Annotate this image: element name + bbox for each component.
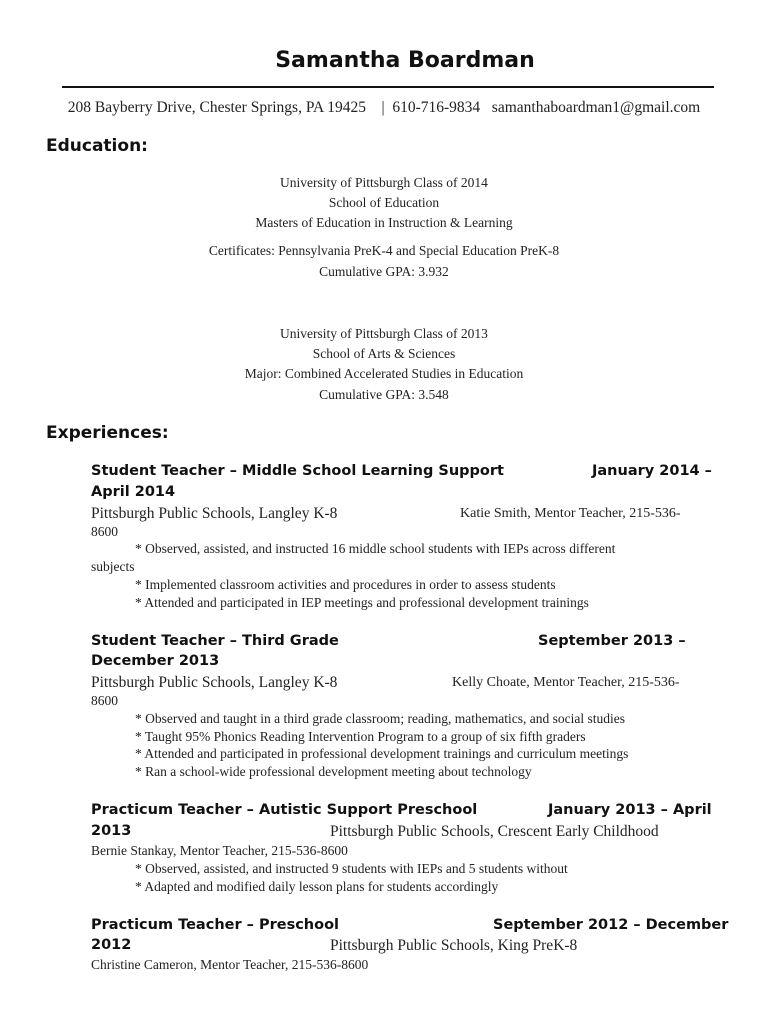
education-heading: Education: bbox=[46, 136, 148, 156]
job3-date: January 2013 – April bbox=[548, 802, 712, 818]
job2-mentor-cont: 8600 bbox=[91, 693, 118, 708]
edu1-school: University of Pittsburgh Class of 2014 bbox=[280, 175, 488, 190]
job2-bullet-4: * Ran a school-wide professional development meeting about technology bbox=[135, 764, 532, 779]
header-divider bbox=[62, 86, 714, 88]
job2-mentor: Kelly Choate, Mentor Teacher, 215-536- bbox=[452, 675, 680, 690]
job4-org: Pittsburgh Public Schools, King PreK-8 bbox=[330, 937, 578, 954]
job3-org: Pittsburgh Public Schools, Crescent Early Childhood bbox=[330, 823, 659, 840]
edu1-degree: Masters of Education in Instruction & Learning bbox=[255, 215, 513, 230]
edu1-certificates: Certificates: Pennsylvania PreK-4 and Special Education PreK-8 bbox=[208, 243, 560, 258]
edu2-major: Major: Combined Accelerated Studies in Education bbox=[244, 366, 524, 381]
job2-date-cont: December 2013 bbox=[91, 653, 220, 669]
contact-line: 208 Bayberry Drive, Chester Springs, PA 19425 | 610-716-9834 samanthaboardman1@gmail.com bbox=[67, 99, 701, 116]
job2-title: Student Teacher – Third Grade bbox=[91, 633, 339, 649]
job2-bullet-3: * Attended and participated in professional development trainings and curriculum meetings bbox=[135, 746, 629, 761]
job1-bullet-1: * Observed, assisted, and instructed 16 middle school students with IEPs across different bbox=[135, 541, 616, 556]
edu1-gpa: Cumulative GPA: 3.932 bbox=[319, 264, 449, 279]
job3-mentor: Bernie Stankay, Mentor Teacher, 215-536-8600 bbox=[91, 843, 348, 858]
job1-date-cont: April 2014 bbox=[91, 484, 176, 500]
resume-name: Samantha Boardman bbox=[275, 48, 535, 73]
job1-bullet-3: * Attended and participated in IEP meetings and professional development trainings bbox=[135, 595, 589, 610]
experiences-heading: Experiences: bbox=[46, 423, 169, 443]
edu2-gpa: Cumulative GPA: 3.548 bbox=[319, 387, 449, 402]
job3-bullet-1: * Observed, assisted, and instructed 9 students with IEPs and 5 students without bbox=[135, 861, 568, 876]
job4-date-cont: 2012 bbox=[91, 937, 132, 953]
job3-date-cont: 2013 bbox=[91, 823, 132, 839]
job1-bullet-2: * Implemented classroom activities and procedures in order to assess students bbox=[135, 577, 556, 592]
job1-date: January 2014 – bbox=[592, 463, 712, 479]
job2-bullet-1: * Observed and taught in a third grade classroom; reading, mathematics, and social studies bbox=[135, 711, 625, 726]
job2-date: September 2013 – bbox=[538, 633, 686, 649]
job1-mentor-cont: 8600 bbox=[91, 524, 118, 539]
job1-bullet-1-cont: subjects bbox=[91, 559, 135, 574]
edu2-college: School of Arts & Sciences bbox=[312, 346, 456, 361]
job3-bullet-2: * Adapted and modified daily lesson plans for students accordingly bbox=[135, 879, 499, 894]
job3-title: Practicum Teacher – Autistic Support Preschool bbox=[91, 802, 478, 818]
job2-bullet-2: * Taught 95% Phonics Reading Intervention Program to a group of six fifth graders bbox=[135, 729, 586, 744]
job4-mentor: Christine Cameron, Mentor Teacher, 215-536-8600 bbox=[91, 957, 369, 972]
job4-title: Practicum Teacher – Preschool bbox=[91, 917, 340, 933]
edu2-school: University of Pittsburgh Class of 2013 bbox=[280, 326, 488, 341]
job2-org: Pittsburgh Public Schools, Langley K-8 bbox=[91, 674, 338, 691]
job1-mentor: Katie Smith, Mentor Teacher, 215-536- bbox=[460, 506, 681, 521]
job1-title: Student Teacher – Middle School Learning Support bbox=[91, 463, 504, 479]
job4-date: September 2012 – December bbox=[493, 917, 729, 933]
job1-org: Pittsburgh Public Schools, Langley K-8 bbox=[91, 505, 338, 522]
edu1-college: School of Education bbox=[328, 195, 440, 210]
